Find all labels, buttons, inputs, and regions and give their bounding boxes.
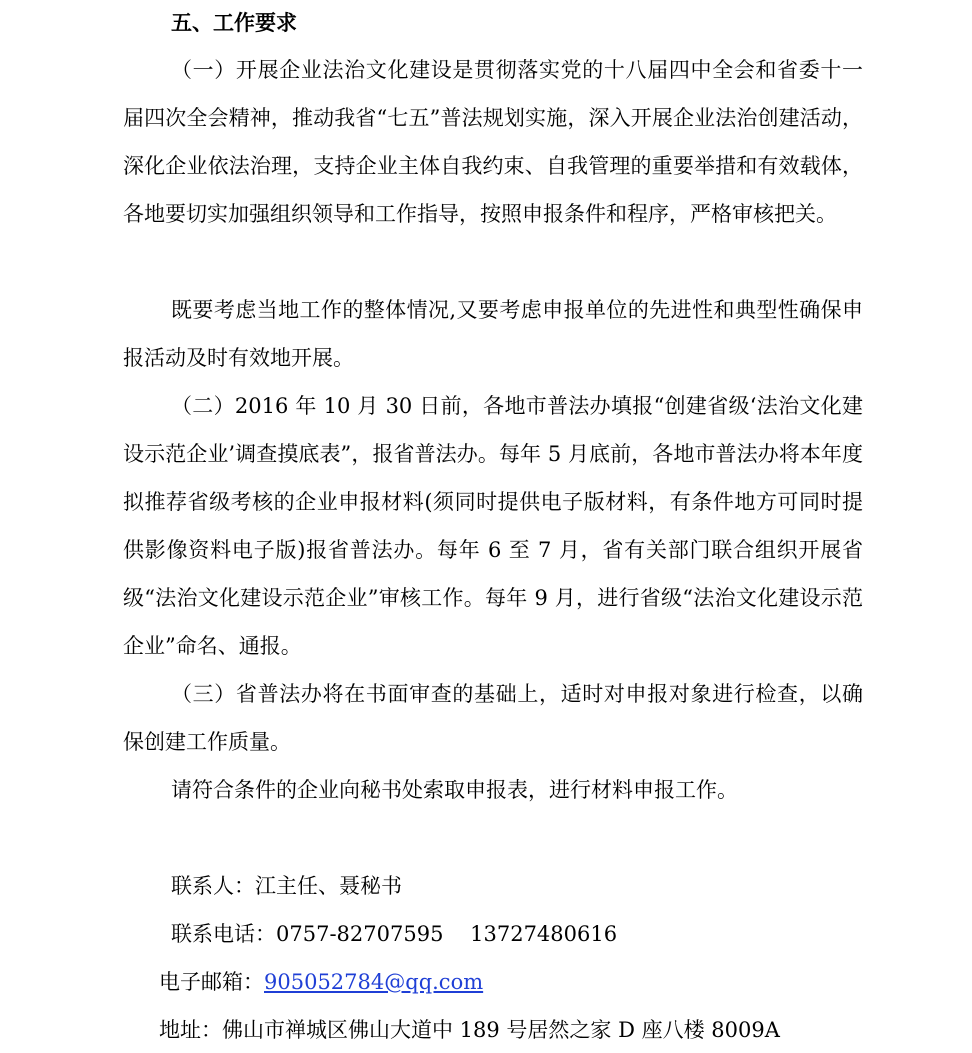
contact-phone bbox=[171, 914, 617, 954]
contact-person-value: 江主任、聂秘书 bbox=[255, 874, 402, 898]
paragraph-consideration: 既要考虑当地工作的整体情况,又要考虑申报单位的先进性和典型性确保申报活动及时有效地开展。 bbox=[123, 298, 863, 370]
paragraph-requirement-1: （一）开展企业法治文化建设是贯彻落实党的十八届四中全会和省委十一届四次全会精神，推动我省“七五”普法规划实施，深入开展企业法治创建活动，深化企业依法治理，支持企业主体自我约束、自我管理的重要举措和有效载体，各地要切实加强组织领导和工作指导，按照申报条件和程序，严格审核把关。 bbox=[123, 58, 863, 226]
section-heading: 五、工作要求 bbox=[171, 11, 297, 35]
contact-phone-value: 0757-82707595 13727480616 bbox=[276, 922, 618, 946]
contact-phone-label: 联系电话： bbox=[171, 922, 276, 946]
paragraph-closing-note: 请符合条件的企业向秘书处索取申报表，进行材料申报工作。 bbox=[171, 778, 738, 802]
contact-address-value: 佛山市禅城区佛山大道中 189 号居然之家 D 座八楼 8009A bbox=[222, 1018, 780, 1042]
paragraph-requirement-2: （二）2016 年 10 月 30 日前，各地市普法办填报“创建省级‘法治文化建设示范企业’调查摸底表”，报省普法办。每年 5 月底前，各地市普法办将本年度拟推荐省级考核的企业申报材料(须同时提供电子版材料，有条件地方可同时提供影像资料电子版)报省普法办。每年 6 至 7 月，省有关部门联合组织开展省级“法治文化建设示范企业”审核工作。每年 9 月，进行省级“法治文化建设示范企业”命名、通报。 bbox=[123, 394, 863, 658]
contact-person-label: 联系人： bbox=[171, 874, 255, 898]
contact-address bbox=[159, 1010, 780, 1050]
contact-email-label: 电子邮箱： bbox=[159, 970, 264, 994]
contact-person bbox=[171, 866, 402, 906]
email-link[interactable]: 905052784@qq.com bbox=[264, 970, 484, 994]
contact-email bbox=[159, 962, 483, 1002]
contact-address-label: 地址： bbox=[159, 1018, 222, 1042]
paragraph-requirement-3: （三）省普法办将在书面审查的基础上，适时对申报对象进行检查，以确保创建工作质量。 bbox=[123, 682, 863, 754]
